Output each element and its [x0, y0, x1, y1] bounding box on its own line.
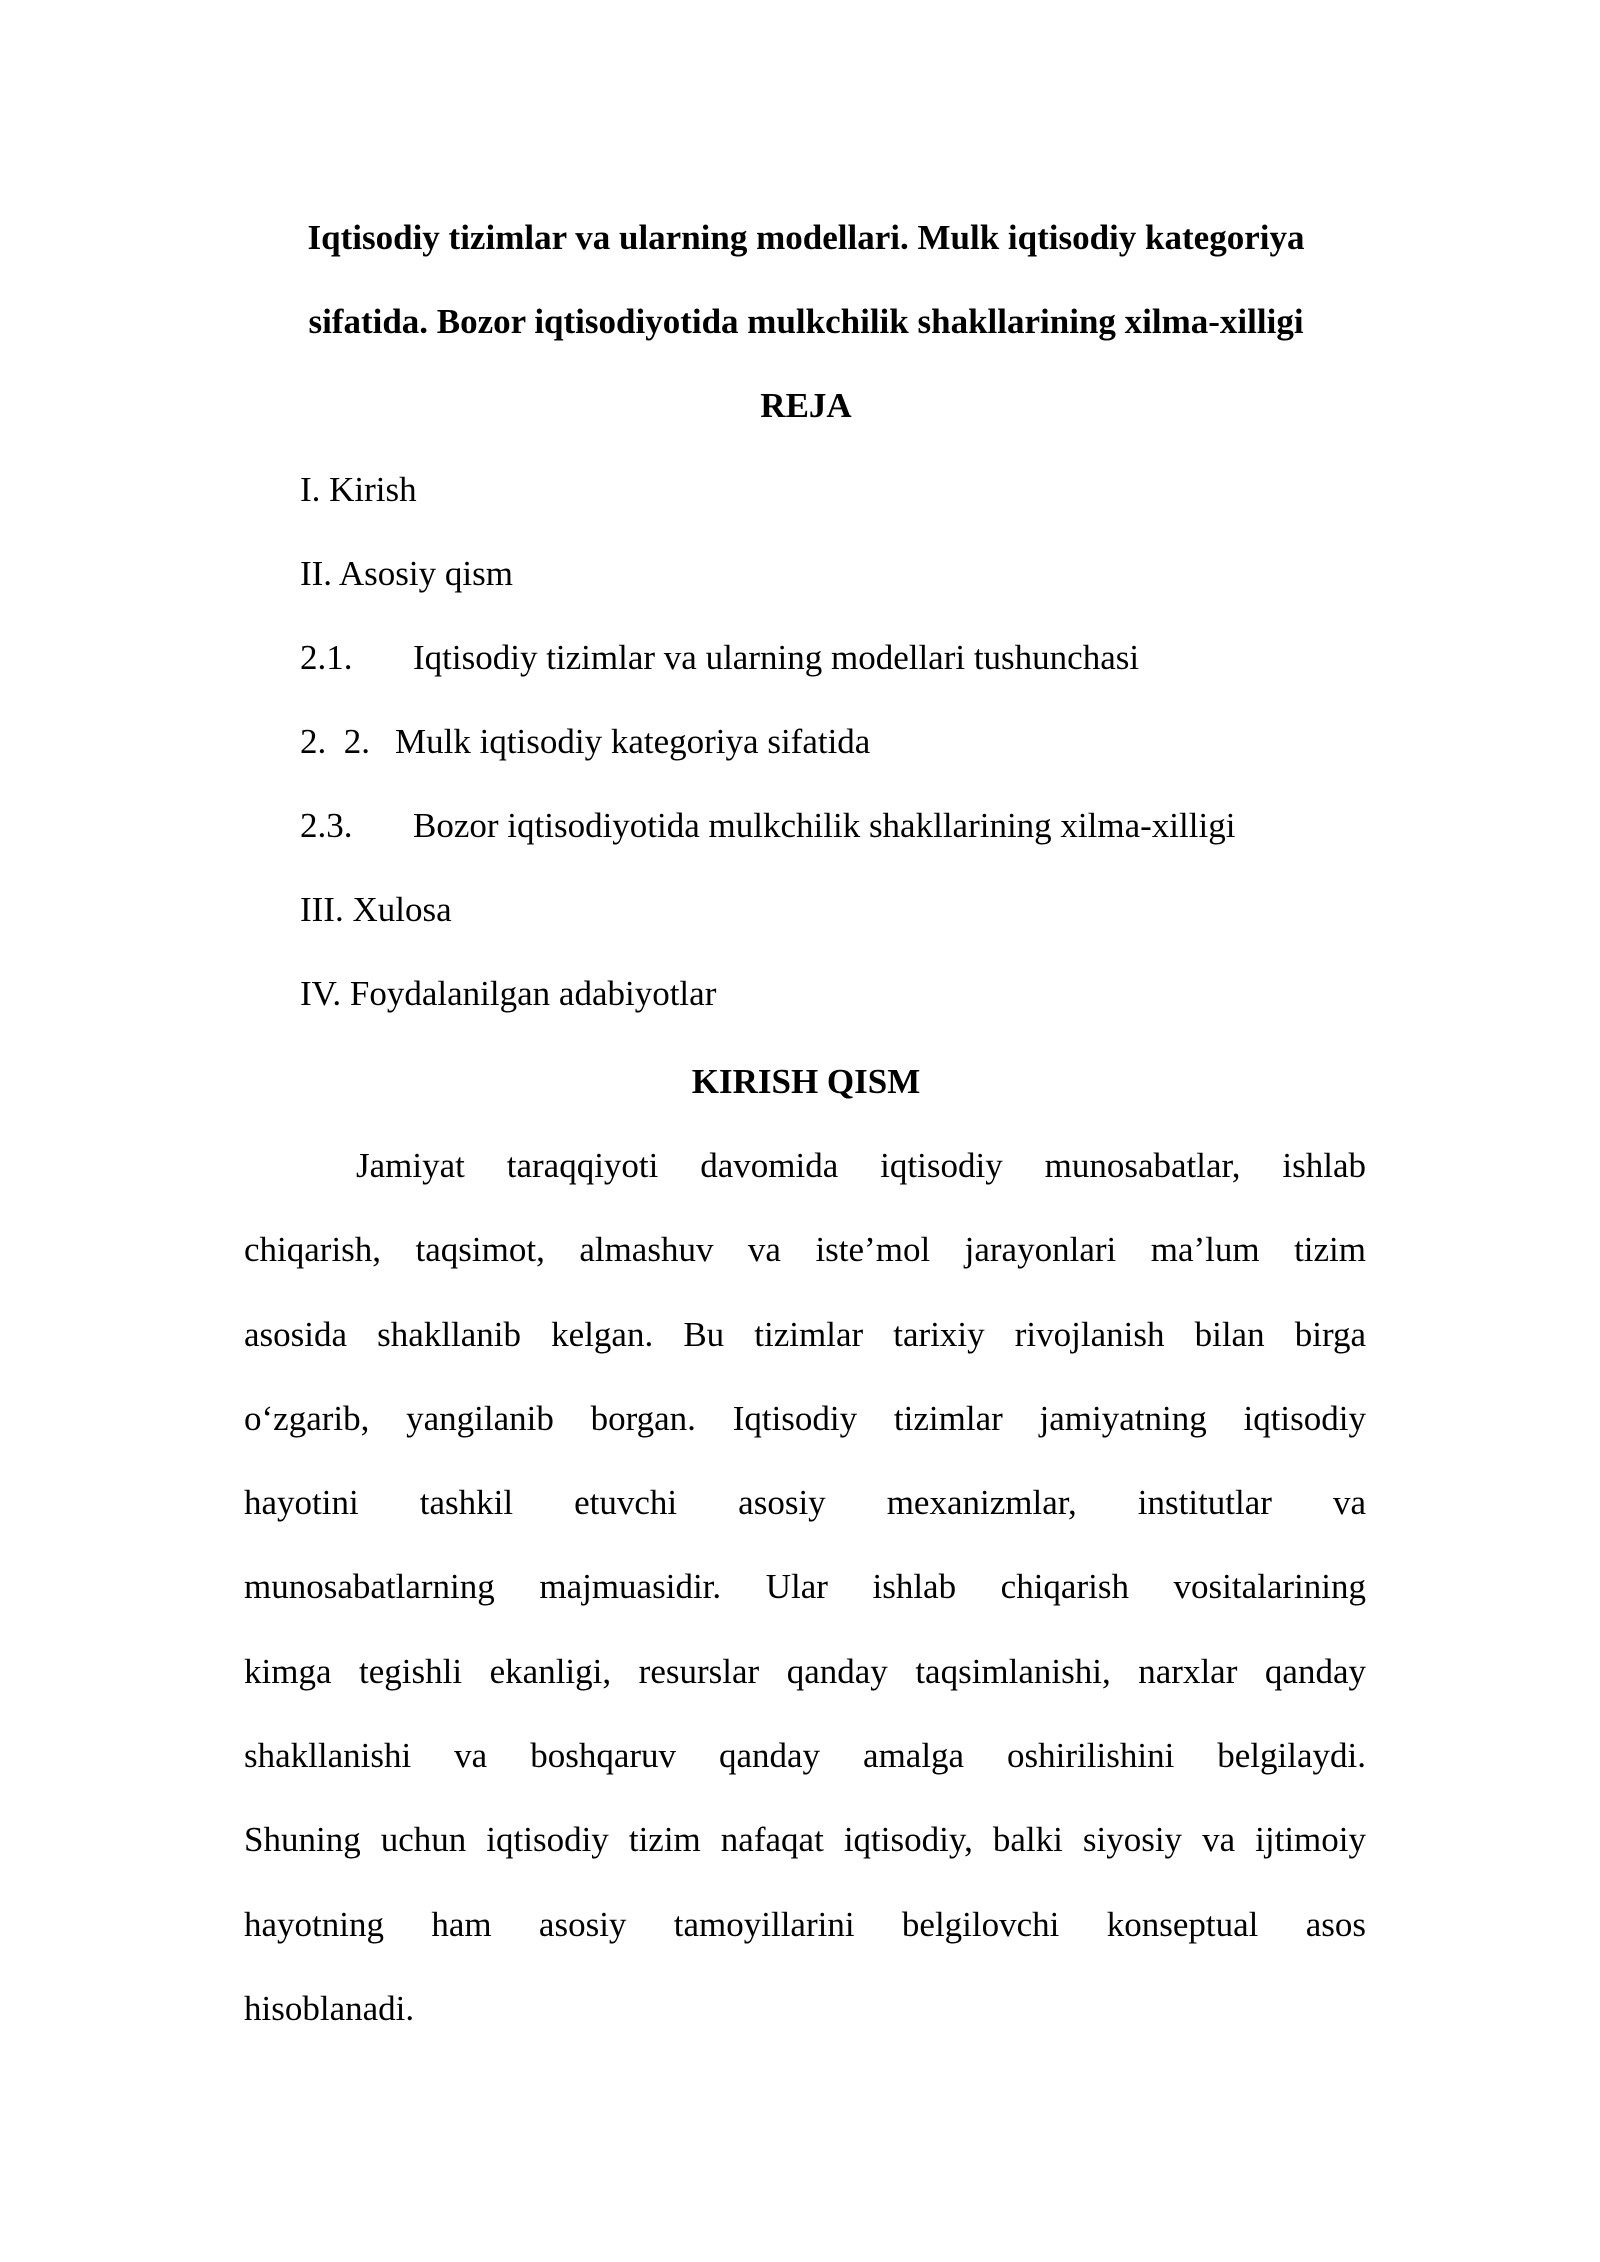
plan-item	[300, 868, 1235, 952]
plan-item-number: 2.3.	[300, 806, 353, 845]
plan-item-text: Iqtisodiy tizimlar va ularning modellari tushunchasi	[413, 638, 1140, 677]
paragraph-line: Jamiyat taraqqiyoti davomida iqtisodiy munosabatlar, ishlab	[356, 1146, 1366, 1185]
plan-item-text: III. Xulosa	[300, 890, 452, 929]
paragraph-line: hayotning ham asosiy tamoyillarini belgilovchi konseptual asos	[244, 1904, 1366, 1944]
paragraph-line: munosabatlarning majmuasidir. Ular ishlab chiqarish vositalarining	[244, 1567, 1366, 1607]
plan-item-number: 2.1.	[300, 638, 353, 677]
paragraph-line: shakllanishi va boshqaruv qanday amalga oshirilishini belgilaydi.	[244, 1736, 1366, 1776]
plan-item	[300, 616, 1235, 700]
plan-heading: REJA	[760, 386, 852, 425]
plan-item	[300, 784, 1235, 868]
plan-item-text: Bozor iqtisodiyotida mulkchilik shakllarining xilma-xilligi	[413, 806, 1236, 845]
plan-item	[300, 532, 1235, 616]
plan-item	[300, 448, 1235, 532]
paragraph-line: Shuning uchun iqtisodiy tizim nafaqat iqtisodiy, balki siyosiy va ijtimoiy	[244, 1820, 1366, 1860]
plan-item-text: I. Kirish	[300, 470, 417, 509]
paragraph-line: asosida shakllanib kelgan. Bu tizimlar tarixiy rivojlanish bilan birga	[244, 1314, 1366, 1354]
plan-item	[300, 952, 1235, 1036]
paragraph-line: o‘zgarib, yangilanib borgan. Iqtisodiy tizimlar jamiyatning iqtisodiy	[244, 1398, 1366, 1438]
paragraph-line: kimga tegishli ekanligi, resurslar qanday taqsimlanishi, narxlar qanday	[244, 1651, 1366, 1691]
document-title-line: sifatida. Bozor iqtisodiyotida mulkchilik shakllarining xilma-xilligi	[308, 302, 1304, 341]
plan-list	[300, 448, 1235, 1036]
plan-item-text: II. Asosiy qism	[300, 554, 513, 593]
intro-paragraph	[244, 1124, 1366, 2051]
paragraph-line: hayotini tashkil etuvchi asosiy mexanizmlar, institutlar va	[244, 1483, 1366, 1523]
plan-item-text: IV. Foydalanilgan adabiyotlar	[300, 974, 717, 1013]
paragraph-line: hisoblanadi.	[244, 1988, 415, 2028]
document-title	[244, 196, 1368, 364]
paragraph-line: chiqarish, taqsimot, almashuv va iste’mol jarayonlari ma’lum tizim	[244, 1230, 1366, 1270]
section-heading: KIRISH QISM	[691, 1062, 921, 1101]
plan-item-text: Mulk iqtisodiy kategoriya sifatida	[395, 722, 871, 761]
plan-item	[300, 700, 1235, 784]
plan-item-number: 2. 2.	[300, 722, 370, 761]
document-title-line: Iqtisodiy tizimlar va ularning modellari. Mulk iqtisodiy kategoriya	[307, 218, 1305, 257]
